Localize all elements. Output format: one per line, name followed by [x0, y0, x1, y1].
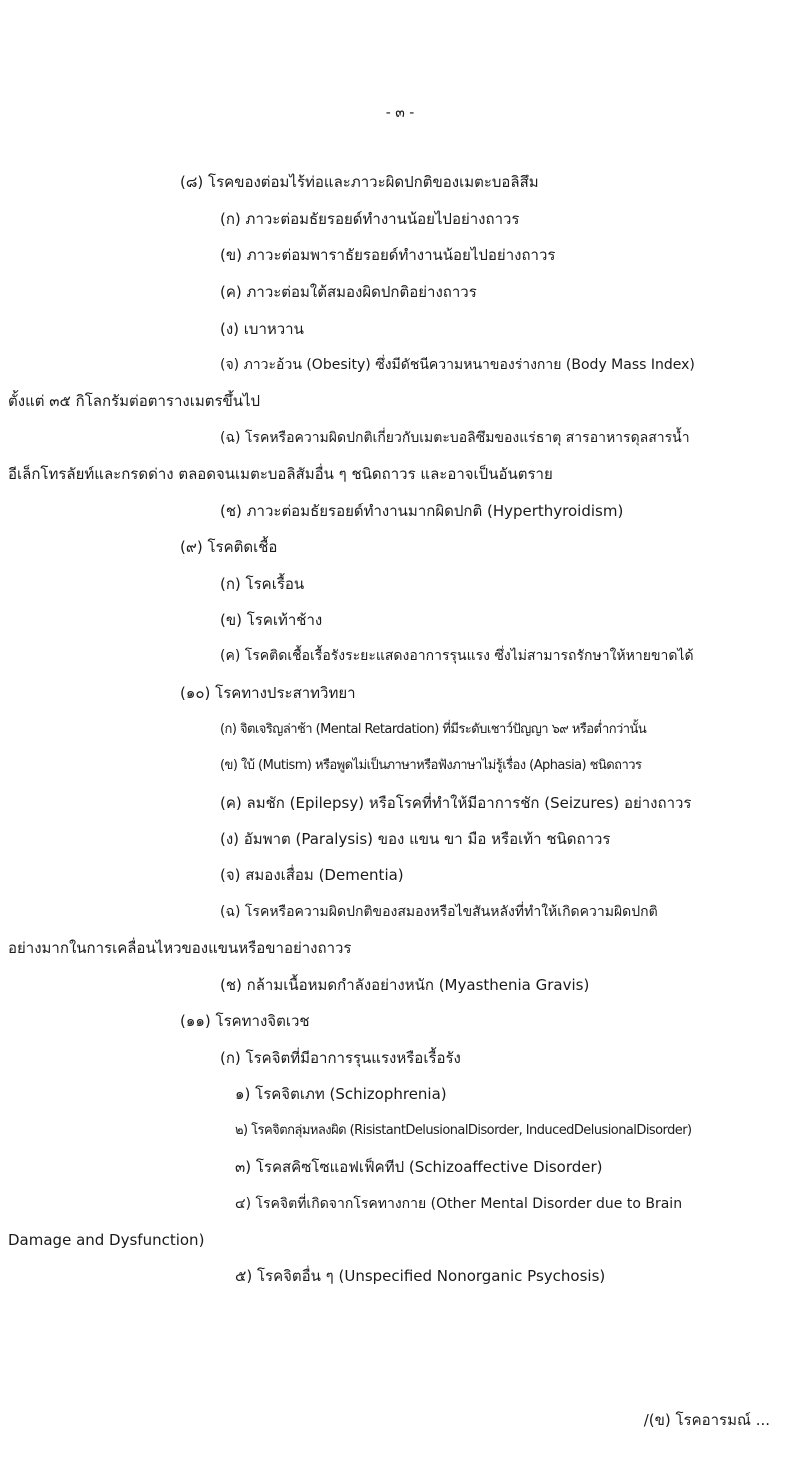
list-item: (ง) เบาหวาน — [220, 320, 304, 338]
sub-list-item: ๑) โรคจิตเภท (Schizophrenia) — [235, 1085, 447, 1103]
list-item-continuation: อย่างมากในการเคลื่อนไหวของแขนหรือขาอย่างถาวร — [8, 939, 352, 957]
list-item: (ก) โรคเรื้อน — [220, 575, 305, 593]
section-heading-11: (๑๑) โรคทางจิตเวช — [180, 1012, 310, 1030]
list-item: (ก) ภาวะต่อมธัยรอยด์ทำงานน้อยไปอย่างถาวร — [220, 210, 520, 228]
list-item: (ค) ลมชัก (Epilepsy) หรือโรคที่ทำให้มีอาการชัก (Seizures) อย่างถาวร — [220, 794, 692, 812]
section-heading-8: (๘) โรคของต่อมไร้ท่อและภาวะผิดปกติของเมตะบอลิสึม — [180, 173, 539, 191]
sub-list-item: ๕) โรคจิตอื่น ๆ (Unspecified Nonorganic Psychosis) — [235, 1267, 606, 1285]
sub-list-item: ๔) โรคจิตที่เกิดจากโรคทางกาย (Other Mental Disorder due to Brain — [235, 1196, 683, 1212]
sub-list-item: ๓) โรคสคิซโซแอฟเฟ็คทีป (Schizoaffective Disorder) — [235, 1158, 603, 1176]
list-item: (ง) อัมพาต (Paralysis) ของ แขน ขา มือ หรือเท้า ชนิดถาวร — [220, 830, 611, 848]
list-item: (ข) โรคเท้าช้าง — [220, 611, 323, 629]
list-item-continuation: อีเล็กโทรลัยท์และกรดด่าง ตลอดจนเมตะบอลิสัมอื่น ๆ ชนิดถาวร และอาจเป็นอันตราย — [8, 465, 553, 483]
continuation-note: /(ข) โรคอารมณ์ ... — [643, 1411, 770, 1429]
sub-list-item: ๒) โรคจิตกลุ่มหลงผิด (RisistantDelusionalDisorder, InducedDelusionalDisorder) — [235, 1123, 692, 1138]
list-item: (จ) สมองเสื่อม (Dementia) — [220, 866, 404, 884]
list-item: (ค) ภาวะต่อมใต้สมองผิดปกติอย่างถาวร — [220, 283, 477, 301]
page-number: - ๓ - — [385, 105, 415, 121]
list-item: (ก) โรคจิตที่มีอาการรุนแรงหรือเรื้อรัง — [220, 1049, 461, 1067]
list-item: (ฉ) โรคหรือความผิดปกติเกี่ยวกับเมตะบอลิซึมของแร่ธาตุ สารอาหารดุลสารน้ำ — [220, 430, 690, 446]
list-item: (ข) ใบ้ (Mutism) หรือพูดไม่เป็นภาษาหรือฟังภาษาไม่รู้เรื่อง (Aphasia) ชนิดถาวร — [220, 758, 642, 773]
section-heading-10: (๑๐) โรคทางประสาทวิทยา — [180, 684, 356, 702]
list-item: (ค) โรคติดเชื้อเรื้อรังระยะแสดงอาการรุนแรง ซึ่งไม่สามารถรักษาให้หายขาดได้ — [220, 648, 694, 664]
list-item: (ข) ภาวะต่อมพาราธัยรอยด์ทำงานน้อยไปอย่างถาวร — [220, 246, 556, 264]
section-heading-9: (๙) โรคติดเชื้อ — [180, 538, 278, 556]
sub-list-item-continuation: Damage and Dysfunction) — [8, 1231, 205, 1249]
list-item: (ช) ภาวะต่อมธัยรอยด์ทำงานมากผิดปกติ (Hyperthyroidism) — [220, 502, 624, 520]
list-item-continuation: ตั้งแต่ ๓๕ กิโลกรัมต่อตารางเมตรขึ้นไป — [8, 392, 261, 410]
list-item: (จ) ภาวะอ้วน (Obesity) ซึ่งมีดัชนีความหนาของร่างกาย (Body Mass Index) — [220, 357, 695, 373]
list-item: (ช) กล้ามเนื้อหมดกำลังอย่างหนัก (Myasthenia Gravis) — [220, 976, 590, 994]
list-item: (ฉ) โรคหรือความผิดปกติของสมองหรือไขสันหลังที่ทำให้เกิดความผิดปกติ — [220, 904, 658, 920]
list-item: (ก) จิตเจริญล่าช้า (Mental Retardation) ที่มีระดับเชาว์ปัญญา ๖๙ หรือต่ำกว่านั้น — [220, 722, 647, 737]
